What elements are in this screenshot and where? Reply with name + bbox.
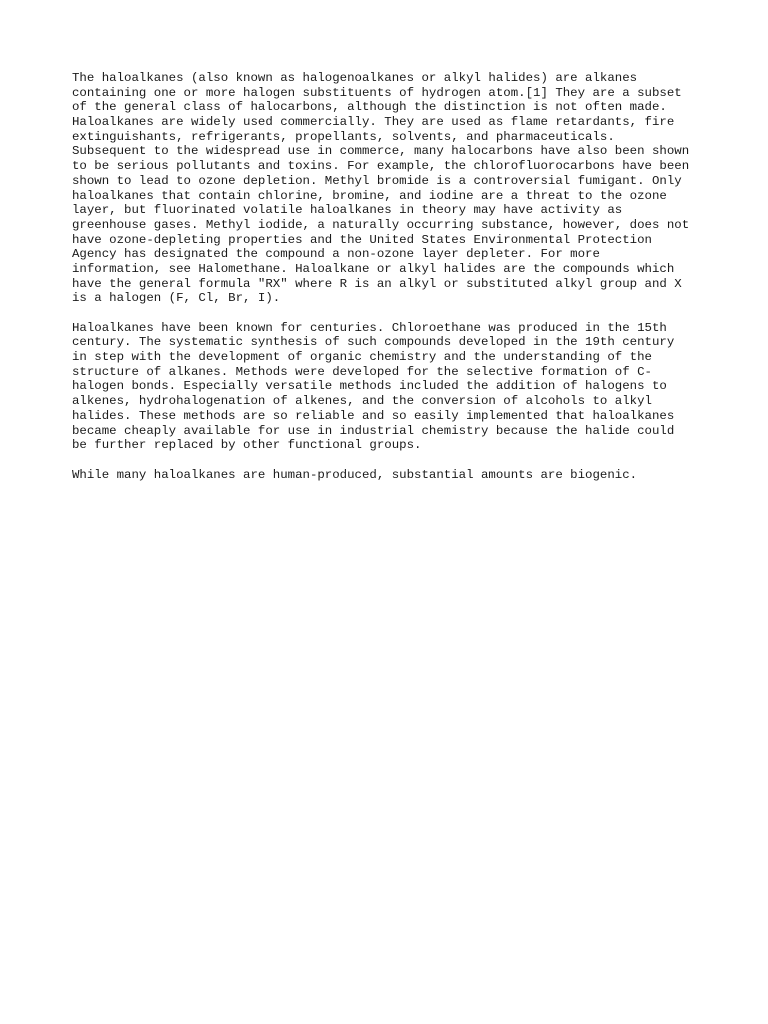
text-line: shown to lead to ozone depletion. Methyl bromide is a controversial fumigant. Only <box>72 173 682 188</box>
text-line: became cheaply available for use in industrial chemistry because the halide could <box>72 423 675 438</box>
text-line: in step with the development of organic chemistry and the understanding of the <box>72 350 652 365</box>
paragraph-1 <box>72 71 712 306</box>
text-line: layer, but fluorinated volatile haloalkanes in theory may have activity as <box>72 203 623 218</box>
text-line: information, see Halomethane. Haloalkane or alkyl halides are the compounds which <box>72 261 675 276</box>
text-line: halogen bonds. Especially versatile methods included the addition of halogens to <box>72 379 667 394</box>
text-line: have the general formula "RX" where R is an alkyl or substituted alkyl group and X <box>72 276 682 291</box>
text-line: Haloalkanes are widely used commercially. They are used as flame retardants, fire <box>72 115 675 130</box>
text-line: extinguishants, refrigerants, propellants, solvents, and pharmaceuticals. <box>72 129 615 144</box>
text-line: greenhouse gases. Methyl iodide, a naturally occurring substance, however, does not <box>72 217 690 232</box>
paragraph-3 <box>72 468 712 483</box>
text-line: haloalkanes that contain chlorine, bromine, and iodine are a threat to the ozone <box>72 188 667 203</box>
text-line: The haloalkanes (also known as halogenoalkanes or alkyl halides) are alkanes <box>72 71 638 85</box>
text-line: be further replaced by other functional groups. <box>72 438 422 453</box>
text-line: is a halogen (F, Cl, Br, I). <box>72 291 281 306</box>
paragraph-2 <box>72 321 712 453</box>
text-line: halides. These methods are so reliable and so easily implemented that haloalkanes <box>72 408 675 423</box>
text-line: of the general class of halocarbons, although the distinction is not often made. <box>72 100 667 115</box>
text-line: Agency has designated the compound a non-ozone layer depleter. For more <box>72 247 600 262</box>
text-line: century. The systematic synthesis of such compounds developed in the 19th century <box>72 335 675 350</box>
text-line: alkenes, hydrohalogenation of alkenes, and the conversion of alcohols to alkyl <box>72 394 652 409</box>
text-line: structure of alkanes. Methods were developed for the selective formation of C- <box>72 364 652 379</box>
document-page <box>72 71 712 497</box>
text-line: Haloalkanes have been known for centuries. Chloroethane was produced in the 15th <box>72 320 667 335</box>
text-line: While many haloalkanes are human-produced, substantial amounts are biogenic. <box>72 467 638 482</box>
text-line: containing one or more halogen substituents of hydrogen atom.[1] They are a subset <box>72 85 682 100</box>
text-line: Subsequent to the widespread use in commerce, many halocarbons have also been shown <box>72 144 690 159</box>
text-line: to be serious pollutants and toxins. For example, the chlorofluorocarbons have been <box>72 159 690 174</box>
text-line: have ozone-depleting properties and the United States Environmental Protection <box>72 232 652 247</box>
